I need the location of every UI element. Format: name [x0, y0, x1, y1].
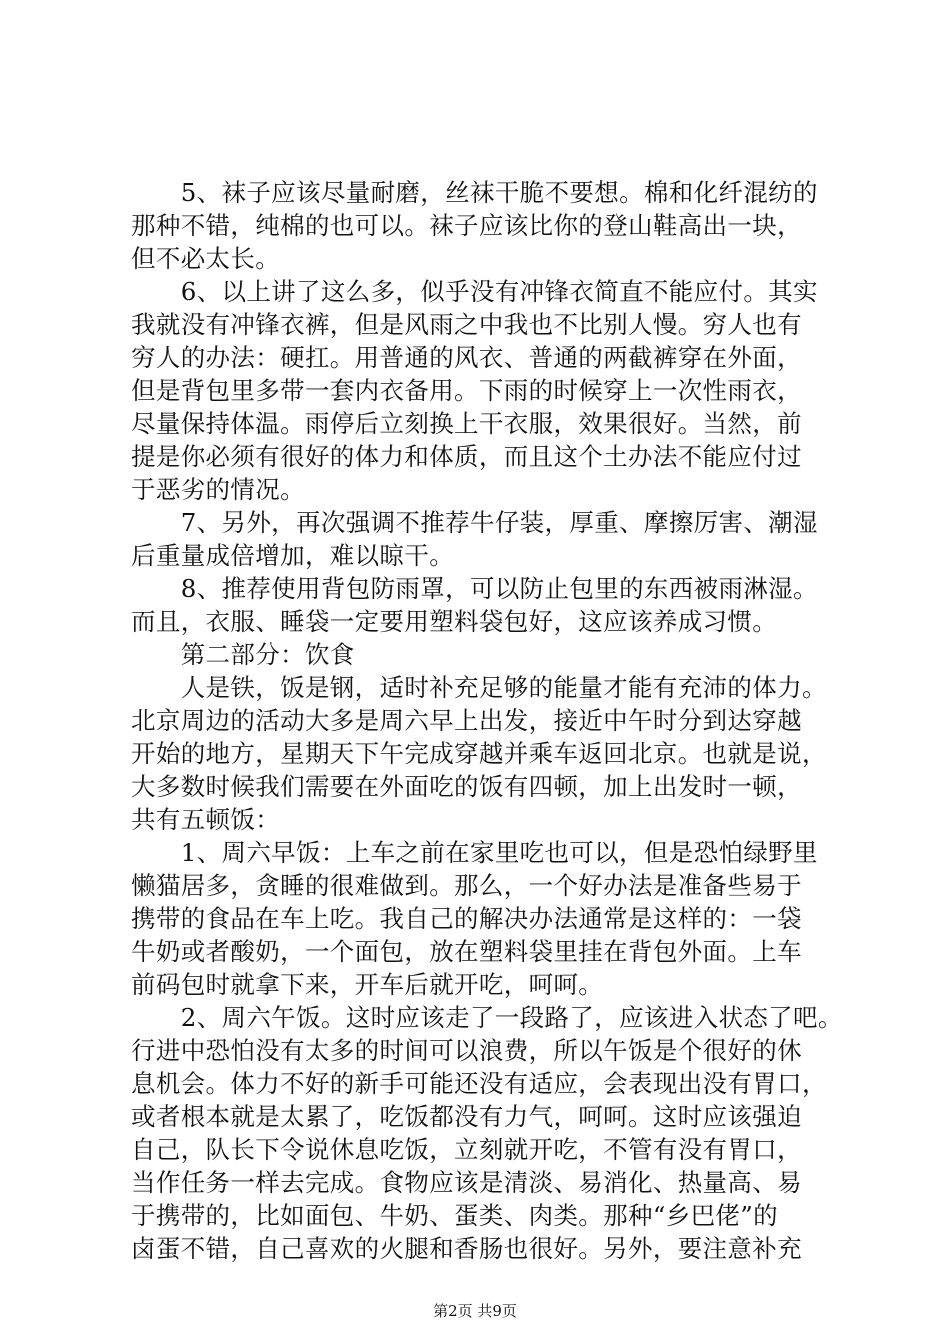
section-heading: 第二部分：饮食: [131, 640, 355, 669]
text-line: 我就没有冲锋衣裤，但是风雨之中我也不比别人慢。穷人也有: [131, 310, 802, 339]
page-footer: 第2页 共9页: [433, 1302, 517, 1320]
text-line: 但不必太长。: [131, 244, 281, 273]
text-line: 1、周六早饭：上车之前在家里吃也可以，但是恐怕绿野里: [131, 838, 818, 867]
text-line: 5、袜子应该尽量耐磨，丝袜干脆不要想。棉和化纤混纺的: [131, 178, 818, 207]
text-line: 但是背包里多带一套内衣备用。下雨的时候穿上一次性雨衣，: [131, 376, 802, 405]
text-line: 于携带的，比如面包、牛奶、蛋类、肉类。那种“乡巴佬”的: [131, 1201, 778, 1230]
text-line: 提是你必须有很好的体力和体质，而且这个土办法不能应付过: [131, 442, 802, 471]
text-line: 8、推荐使用背包防雨罩，可以防止包里的东西被雨淋湿。: [131, 574, 818, 603]
text-line: 行进中恐怕没有太多的时间可以浪费，所以午饭是个很好的休: [131, 1036, 802, 1065]
text-line: 北京周边的活动大多是周六早上出发，接近中午时分到达穿越: [131, 706, 802, 735]
text-line: 大多数时候我们需要在外面吃的饭有四顿，加上出发时一顿，: [131, 772, 802, 801]
text-line: 或者根本就是太累了，吃饭都没有力气，呵呵。这时应该强迫: [131, 1102, 802, 1131]
text-line: 那种不错，纯棉的也可以。袜子应该比你的登山鞋高出一块，: [131, 211, 802, 240]
text-line: 而且，衣服、睡袋一定要用塑料袋包好，这应该养成习惯。: [131, 607, 778, 636]
text-line: 携带的食品在车上吃。我自己的解决办法通常是这样的：一袋: [131, 904, 802, 933]
text-line: 7、另外，再次强调不推荐牛仔装，厚重、摩擦厉害、潮湿: [131, 508, 818, 537]
text-line: 共有五顿饭：: [131, 805, 281, 834]
text-line: 尽量保持体温。雨停后立刻换上干衣服，效果很好。当然，前: [131, 409, 802, 438]
text-line: 卤蛋不错，自己喜欢的火腿和香肠也很好。另外，要注意补充: [131, 1234, 802, 1263]
text-line: 开始的地方，星期天下午完成穿越并乘车返回北京。也就是说，: [131, 739, 827, 768]
text-line: 前码包时就拿下来，开车后就开吃，呵呵。: [131, 970, 604, 999]
text-line: 息机会。体力不好的新手可能还没有适应，会表现出没有胃口，: [131, 1069, 827, 1098]
text-line: 牛奶或者酸奶，一个面包，放在塑料袋里挂在背包外面。上车: [131, 937, 802, 966]
text-line: 当作任务一样去完成。食物应该是清淡、易消化、热量高、易: [131, 1168, 802, 1197]
text-line: 懒猫居多，贪睡的很难做到。那么，一个好办法是准备些易于: [131, 871, 802, 900]
text-line: 6、以上讲了这么多，似乎没有冲锋衣简直不能应付。其实: [131, 277, 818, 306]
text-line: 2、周六午饭。这时应该走了一段路了，应该进入状态了吧。: [131, 1003, 843, 1032]
text-line: 人是铁，饭是钢，适时补充足够的能量才能有充沛的体力。: [131, 673, 827, 702]
text-line: 自己，队长下令说休息吃饭，立刻就开吃，不管有没有胃口，: [131, 1135, 802, 1164]
text-line: 于恶劣的情况。: [131, 475, 305, 504]
text-line: 穷人的办法：硬扛。用普通的风衣、普通的两截裤穿在外面，: [131, 343, 802, 372]
text-line: 后重量成倍增加，难以晾干。: [131, 541, 455, 570]
